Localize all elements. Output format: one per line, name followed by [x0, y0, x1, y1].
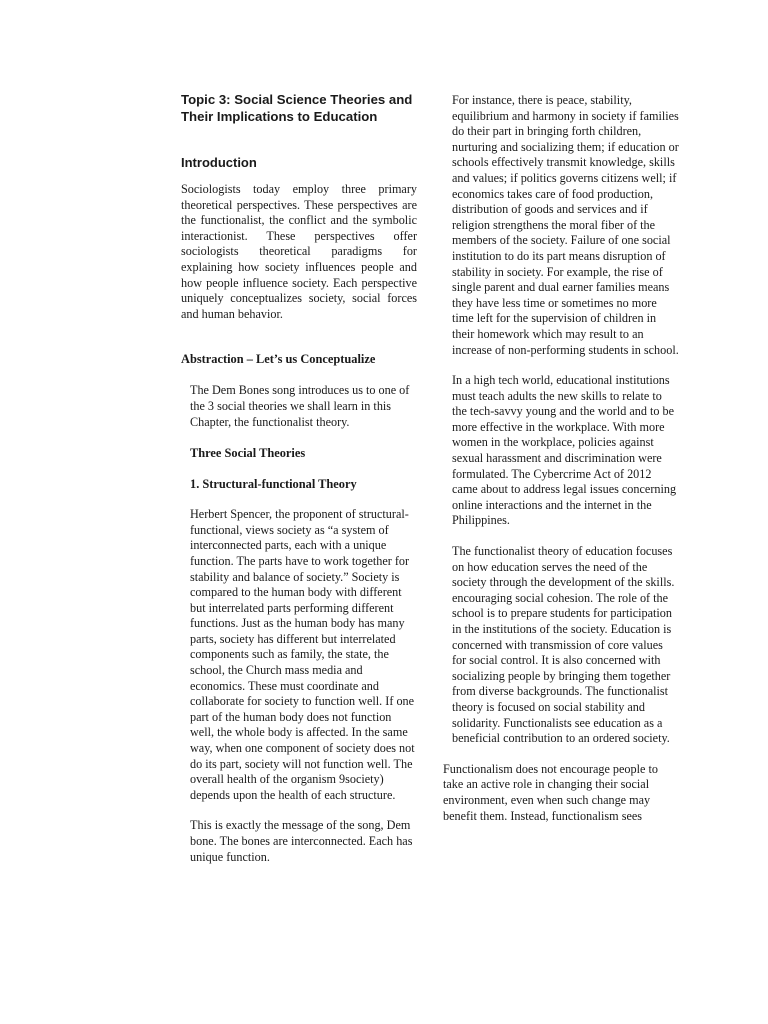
- functionalism-paragraph: Functionalism does not encourage people to take an active role in changing their social environment, even when such change may benefit them. Instead, functionalism sees: [443, 761, 658, 823]
- functionalist-theory-paragraph: The functionalist theory of education focuses on how education serves the need of the society through the development of the skills. encouraging social cohesion. The role of the school is to prepare students for participation in the institutions of the society. Education is concerned with transmission of core values for social control. It is also concerned with socializing people by bringing them together from diverse backgrounds. The functionalist theory is focused on social stability and solidarity. Functionalists see education as a beneficial contribution to an ordered society.: [452, 544, 675, 746]
- left-column: [181, 92, 417, 865]
- three-theories-heading: Three Social Theories: [190, 446, 306, 461]
- song-paragraph: This is exactly the message of the song, Dem bone. The bones are interconnected. Each has unique function.: [190, 818, 413, 864]
- structural-functional-heading: 1. Structural-functional Theory: [190, 477, 357, 492]
- page-title: Topic 3: Social Science Theories and Their Implications to Education: [181, 92, 413, 124]
- right-indented-block: [443, 93, 679, 747]
- peace-paragraph: For instance, there is peace, stability, equilibrium and harmony in society if families do their part in bringing forth children, nurturing and socializing them; if education or schools effectively transmit knowledge, skills and values; if politics governs citizens well; if economics takes care of food production, distribution of goods and services and if religion strengthens the moral fiber of the members of the society. Failure of one social institution to do its part means disruption of stability in society. For example, the rise of single parent and dual earner families means they have less time or sometimes no more time left for the supervision of children in their homework which may result to an increase of non-performing students in school.: [452, 93, 679, 357]
- introduction-paragraph: Sociologists today employ three primary theoretical perspectives. These perspectives are the functionalist, the conflict and the symbolic interactionist. These perspectives offer sociologists theoretical paradigms for explaining how society influences people and how people influence society. Each perspective uniquely conceptualizes society, social forces and human behavior.: [181, 182, 417, 321]
- abstraction-heading: Abstraction – Let’s us Conceptualize: [181, 352, 376, 367]
- dem-bones-intro-paragraph: The Dem Bones song introduces us to one of the 3 social theories we shall learn in this Chapter, the functionalist theory.: [190, 383, 410, 429]
- high-tech-paragraph: In a high tech world, educational institutions must teach adults the new skills to relate to the tech-savvy young and the world and to be more effective in the workplace. With more women in the workplace, policies against sexual harassment and discrimination were formulated. The Cybercrime Act of 2012 came about to address legal issues concerning online interactions and the internet in the Philippines.: [452, 373, 677, 528]
- introduction-heading: Introduction: [181, 155, 257, 170]
- spencer-paragraph: Herbert Spencer, the proponent of structural-functional, views society as “a system of interconnected parts, each with a unique function. The parts have to work together for stability and balance of society.” Society is compared to the human body with different but interrelated parts performing different functions. Just as the human body has many parts, society has different but interrelated components such as family, the state, the school, the Church mass media and economics. These must coordinate and collaborate for society to function well. If one part of the human body does not function well, the whole body is affected. In the same way, when one component of society does not do its part, society will not function well. The overall health of the organism 9society) depends upon the health of each structure.: [190, 507, 415, 802]
- indented-block: [181, 383, 417, 865]
- right-column: [443, 93, 679, 824]
